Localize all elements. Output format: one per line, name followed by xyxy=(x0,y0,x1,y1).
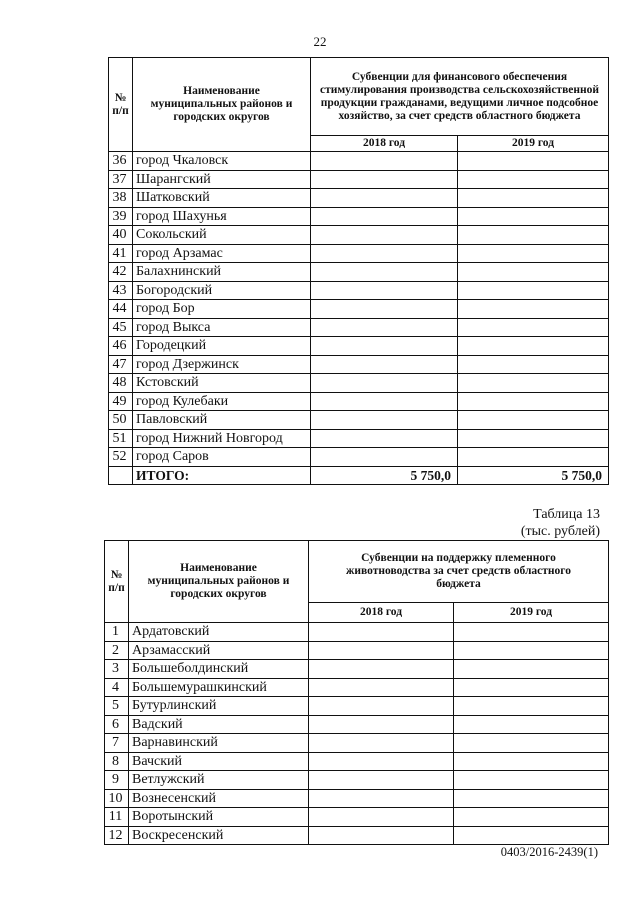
municipality-name: Городецкий xyxy=(133,337,311,356)
row-number: 10 xyxy=(105,789,129,808)
value-2019 xyxy=(454,660,609,679)
table-row xyxy=(109,170,609,189)
municipality-name: город Саров xyxy=(133,448,311,467)
municipality-name: город Шахунья xyxy=(133,207,311,226)
table-row xyxy=(109,374,609,393)
value-2019 xyxy=(458,337,609,356)
row-number: 52 xyxy=(109,448,133,467)
value-2018 xyxy=(311,244,458,263)
value-2019 xyxy=(458,429,609,448)
row-number: 5 xyxy=(105,697,129,716)
row-number: 11 xyxy=(105,808,129,827)
subsidy-table-breeding-livestock xyxy=(104,540,609,845)
value-2019 xyxy=(458,448,609,467)
table-row xyxy=(105,734,609,753)
municipality-name: Шатковский xyxy=(133,189,311,208)
municipality-name: город Кулебаки xyxy=(133,392,311,411)
table-row xyxy=(109,318,609,337)
value-2018 xyxy=(309,789,454,808)
value-2018 xyxy=(309,623,454,642)
table-row xyxy=(109,263,609,282)
value-2019 xyxy=(454,697,609,716)
row-number: 6 xyxy=(105,715,129,734)
value-2018 xyxy=(309,660,454,679)
row-number: 39 xyxy=(109,207,133,226)
document-code: 0403/2016-2439(1) xyxy=(500,845,598,859)
row-number: 36 xyxy=(109,152,133,171)
table-row xyxy=(109,411,609,430)
table-row xyxy=(109,152,609,171)
municipality-name: Сокольский xyxy=(133,226,311,245)
row-number: 45 xyxy=(109,318,133,337)
table-row xyxy=(109,281,609,300)
row-number: 38 xyxy=(109,189,133,208)
row-number: 40 xyxy=(109,226,133,245)
page-number: 22 xyxy=(313,34,327,49)
value-2019 xyxy=(454,641,609,660)
value-2019 xyxy=(454,808,609,827)
row-number: 42 xyxy=(109,263,133,282)
value-2018 xyxy=(309,752,454,771)
value-2019 xyxy=(458,374,609,393)
value-2019 xyxy=(454,771,609,790)
row-number: 43 xyxy=(109,281,133,300)
row-number: 48 xyxy=(109,374,133,393)
municipality-name: город Выкса xyxy=(133,318,311,337)
row-number: 47 xyxy=(109,355,133,374)
municipality-name: Ветлужский xyxy=(129,771,309,790)
table-row xyxy=(109,226,609,245)
value-2019 xyxy=(458,170,609,189)
row-number: 46 xyxy=(109,337,133,356)
header-year-2018: 2018 год xyxy=(309,603,454,623)
value-2018 xyxy=(311,337,458,356)
municipality-name: Арзамасский xyxy=(129,641,309,660)
value-2019 xyxy=(458,300,609,319)
municipality-name: Павловский xyxy=(133,411,311,430)
total-2019: 5 750,0 xyxy=(458,466,609,485)
table-row xyxy=(109,207,609,226)
total-2018: 5 750,0 xyxy=(311,466,458,485)
value-2018 xyxy=(311,318,458,337)
value-2019 xyxy=(454,789,609,808)
table-row xyxy=(109,392,609,411)
municipality-name: город Бор xyxy=(133,300,311,319)
header-number: № п/п xyxy=(109,58,133,152)
value-2019 xyxy=(454,678,609,697)
municipality-name: город Арзамас xyxy=(133,244,311,263)
table-row xyxy=(105,660,609,679)
value-2018 xyxy=(311,300,458,319)
row-number: 41 xyxy=(109,244,133,263)
header-municipality: Наименование муниципальных районов и городских округов xyxy=(133,58,311,152)
row-number: 3 xyxy=(105,660,129,679)
value-2018 xyxy=(309,697,454,716)
municipality-name: Шарангский xyxy=(133,170,311,189)
value-2019 xyxy=(458,152,609,171)
table-row xyxy=(105,752,609,771)
total-label: ИТОГО: xyxy=(133,466,311,485)
value-2019 xyxy=(454,826,609,845)
value-2018 xyxy=(309,678,454,697)
header-number: № п/п xyxy=(105,541,129,623)
row-number: 2 xyxy=(105,641,129,660)
value-2018 xyxy=(311,281,458,300)
value-2019 xyxy=(458,244,609,263)
value-2019 xyxy=(458,281,609,300)
value-2018 xyxy=(311,448,458,467)
value-2018 xyxy=(311,207,458,226)
value-2018 xyxy=(309,641,454,660)
table-row xyxy=(105,808,609,827)
value-2018 xyxy=(311,411,458,430)
table-row xyxy=(105,771,609,790)
table-row xyxy=(105,697,609,716)
row-number: 44 xyxy=(109,300,133,319)
municipality-name: Большемурашкинский xyxy=(129,678,309,697)
table-row xyxy=(109,448,609,467)
row-number: 12 xyxy=(105,826,129,845)
header-municipality: Наименование муниципальных районов и городских округов xyxy=(129,541,309,623)
row-number: 49 xyxy=(109,392,133,411)
row-number: 7 xyxy=(105,734,129,753)
value-2019 xyxy=(458,189,609,208)
row-number: 8 xyxy=(105,752,129,771)
value-2018 xyxy=(309,808,454,827)
table-row xyxy=(109,300,609,319)
municipality-name: Кстовский xyxy=(133,374,311,393)
municipality-name: Вознесенский xyxy=(129,789,309,808)
municipality-name: Вачский xyxy=(129,752,309,771)
value-2018 xyxy=(311,392,458,411)
subsidy-table-private-farms xyxy=(108,57,609,485)
value-2019 xyxy=(458,226,609,245)
value-2018 xyxy=(309,771,454,790)
municipality-name: Богородский xyxy=(133,281,311,300)
table-row xyxy=(109,429,609,448)
value-2019 xyxy=(458,207,609,226)
municipality-name: Балахнинский xyxy=(133,263,311,282)
value-2018 xyxy=(311,189,458,208)
table-row xyxy=(109,337,609,356)
value-2019 xyxy=(454,623,609,642)
value-2018 xyxy=(309,734,454,753)
table-row xyxy=(109,189,609,208)
header-subsidy-group: Субвенции на поддержку племенного животноводства за счет средств областного бюджета xyxy=(309,541,609,603)
value-2019 xyxy=(458,411,609,430)
table-row xyxy=(109,244,609,263)
municipality-name: Большеболдинский xyxy=(129,660,309,679)
table-caption xyxy=(521,506,600,540)
value-2018 xyxy=(311,374,458,393)
row-number: 37 xyxy=(109,170,133,189)
table-row xyxy=(105,623,609,642)
table-number: Таблица 13 xyxy=(533,507,600,522)
municipality-name: Воротынский xyxy=(129,808,309,827)
municipality-name: Вадский xyxy=(129,715,309,734)
table-row xyxy=(105,641,609,660)
municipality-name: Ардатовский xyxy=(129,623,309,642)
value-2018 xyxy=(311,263,458,282)
municipality-name: Варнавинский xyxy=(129,734,309,753)
municipality-name: Бутурлинский xyxy=(129,697,309,716)
municipality-name: город Дзержинск xyxy=(133,355,311,374)
value-2019 xyxy=(454,715,609,734)
value-2018 xyxy=(311,355,458,374)
header-year-2019: 2019 год xyxy=(458,136,609,152)
value-2019 xyxy=(458,392,609,411)
header-year-2019: 2019 год xyxy=(454,603,609,623)
row-number: 9 xyxy=(105,771,129,790)
table-row xyxy=(105,715,609,734)
value-2018 xyxy=(309,826,454,845)
header-year-2018: 2018 год xyxy=(311,136,458,152)
municipality-name: город Нижний Новгород xyxy=(133,429,311,448)
municipality-name: Воскресенский xyxy=(129,826,309,845)
value-2019 xyxy=(458,318,609,337)
value-2018 xyxy=(311,152,458,171)
row-number: 50 xyxy=(109,411,133,430)
value-2018 xyxy=(311,429,458,448)
value-2019 xyxy=(458,263,609,282)
table-unit: (тыс. рублей) xyxy=(520,524,600,539)
value-2018 xyxy=(311,226,458,245)
table-row xyxy=(109,355,609,374)
value-2018 xyxy=(309,715,454,734)
value-2018 xyxy=(311,170,458,189)
table-row xyxy=(105,826,609,845)
row-number: 51 xyxy=(109,429,133,448)
value-2019 xyxy=(454,734,609,753)
value-2019 xyxy=(454,752,609,771)
row-number: 1 xyxy=(105,623,129,642)
municipality-name: город Чкаловск xyxy=(133,152,311,171)
table-row xyxy=(105,789,609,808)
value-2019 xyxy=(458,355,609,374)
table-row xyxy=(105,678,609,697)
row-number: 4 xyxy=(105,678,129,697)
header-subsidy-group: Субвенции для финансового обеспечения стимулирования производства сельскохозяйственной продукции гражданами, ведущими личное подсобное хозяйство, за счет средств областного бюджета xyxy=(311,58,609,136)
